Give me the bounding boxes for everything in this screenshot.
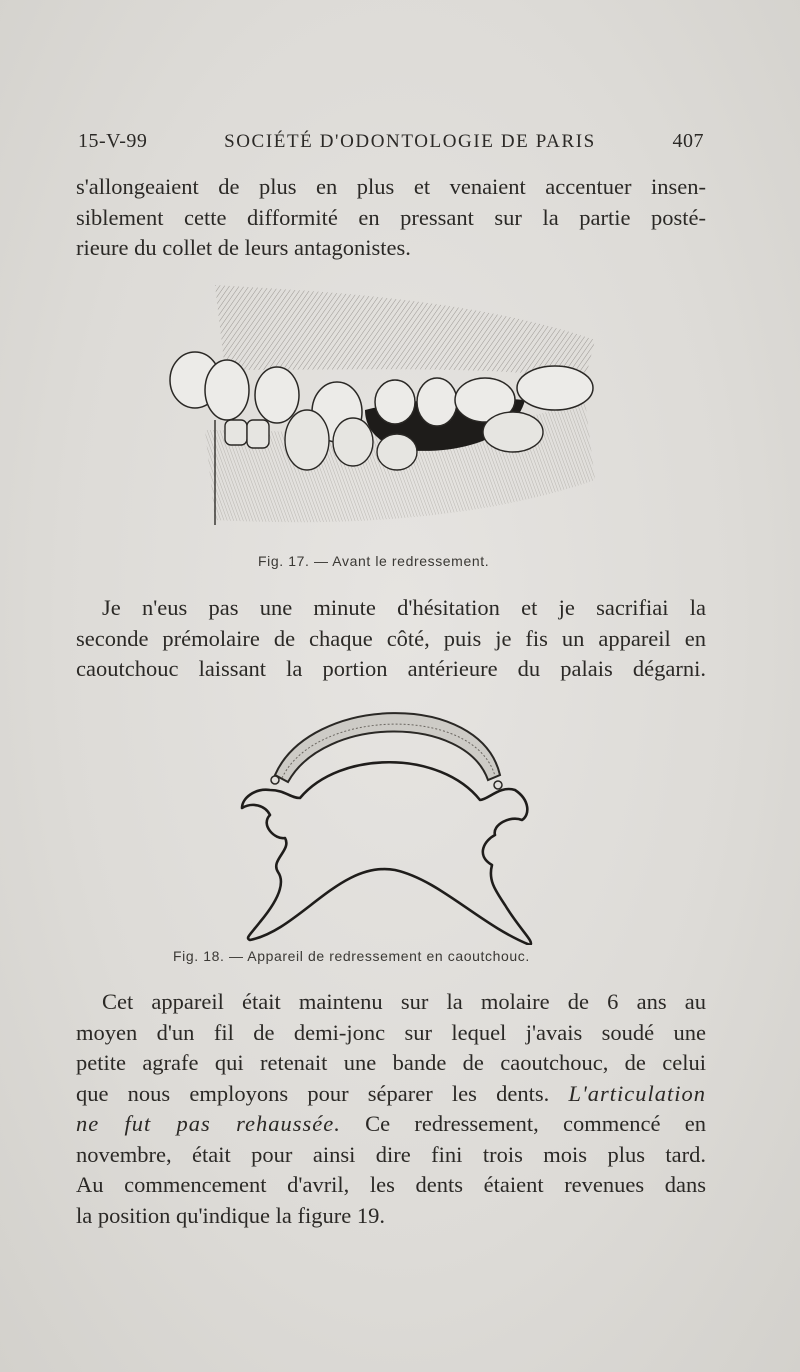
text-line: seconde prémolaire de chaque côté, puis je fis un appareil en [76,625,706,651]
text-line: la position qu'indique la figure 19. [76,1202,386,1228]
text-line: Au commencement d'avril, les dents étaient revenues dans [76,1172,706,1197]
header-date: 15-V-99 [78,130,148,152]
paragraph-1 [76,172,706,264]
text-line: s'allongeaient de plus en plus et venaient accentuer insen- [76,174,706,199]
text-line: Je n'eus pas une minute d'hésitation et je sacrifiai la [102,595,706,620]
figure-18-caption: Fig. 18. — Appareil de redressement en caoutchouc. [173,948,530,964]
header-journal-title: SOCIÉTÉ D'ODONTOLOGIE DE PARIS [224,131,596,152]
text-line [76,1079,706,1110]
paragraph-3 [76,987,706,1231]
text-line: siblement cette difformité en pressant sur la partie posté- [76,204,706,230]
text-line: Cet appareil était maintenu sur la molaire de 6 ans au [102,989,706,1014]
italic-phrase: ne fut pas rehaussée. [76,1111,341,1136]
text-line: moyen d'un fil de demi-jonc sur lequel j'avais soudé une [76,1019,706,1045]
figure-17-teeth-illustration [165,280,610,535]
paragraph-2 [76,593,706,685]
figure-18-apparatus-illustration [230,690,550,945]
text-line: novembre, était pour ainsi dire fini trois mois plus tard. [76,1141,706,1167]
text-segment: que nous employons pour séparer les dents. [76,1080,550,1106]
text-line [76,1109,706,1140]
text-line: petite agrafe qui retenait une bande de caoutchouc, de celui [76,1050,706,1075]
figure-17-caption: Fig. 17. — Avant le redressement. [258,553,490,569]
text-line: caoutchouc laissant la portion antérieure du palais dégarni. [76,656,706,681]
text-segment: Ce redressement, commencé en [365,1111,706,1136]
running-header [78,130,704,153]
text-line: rieure du collet de leurs antagonistes. [76,235,411,260]
page-number: 407 [672,130,704,152]
italic-phrase: L'articulation [568,1080,707,1106]
